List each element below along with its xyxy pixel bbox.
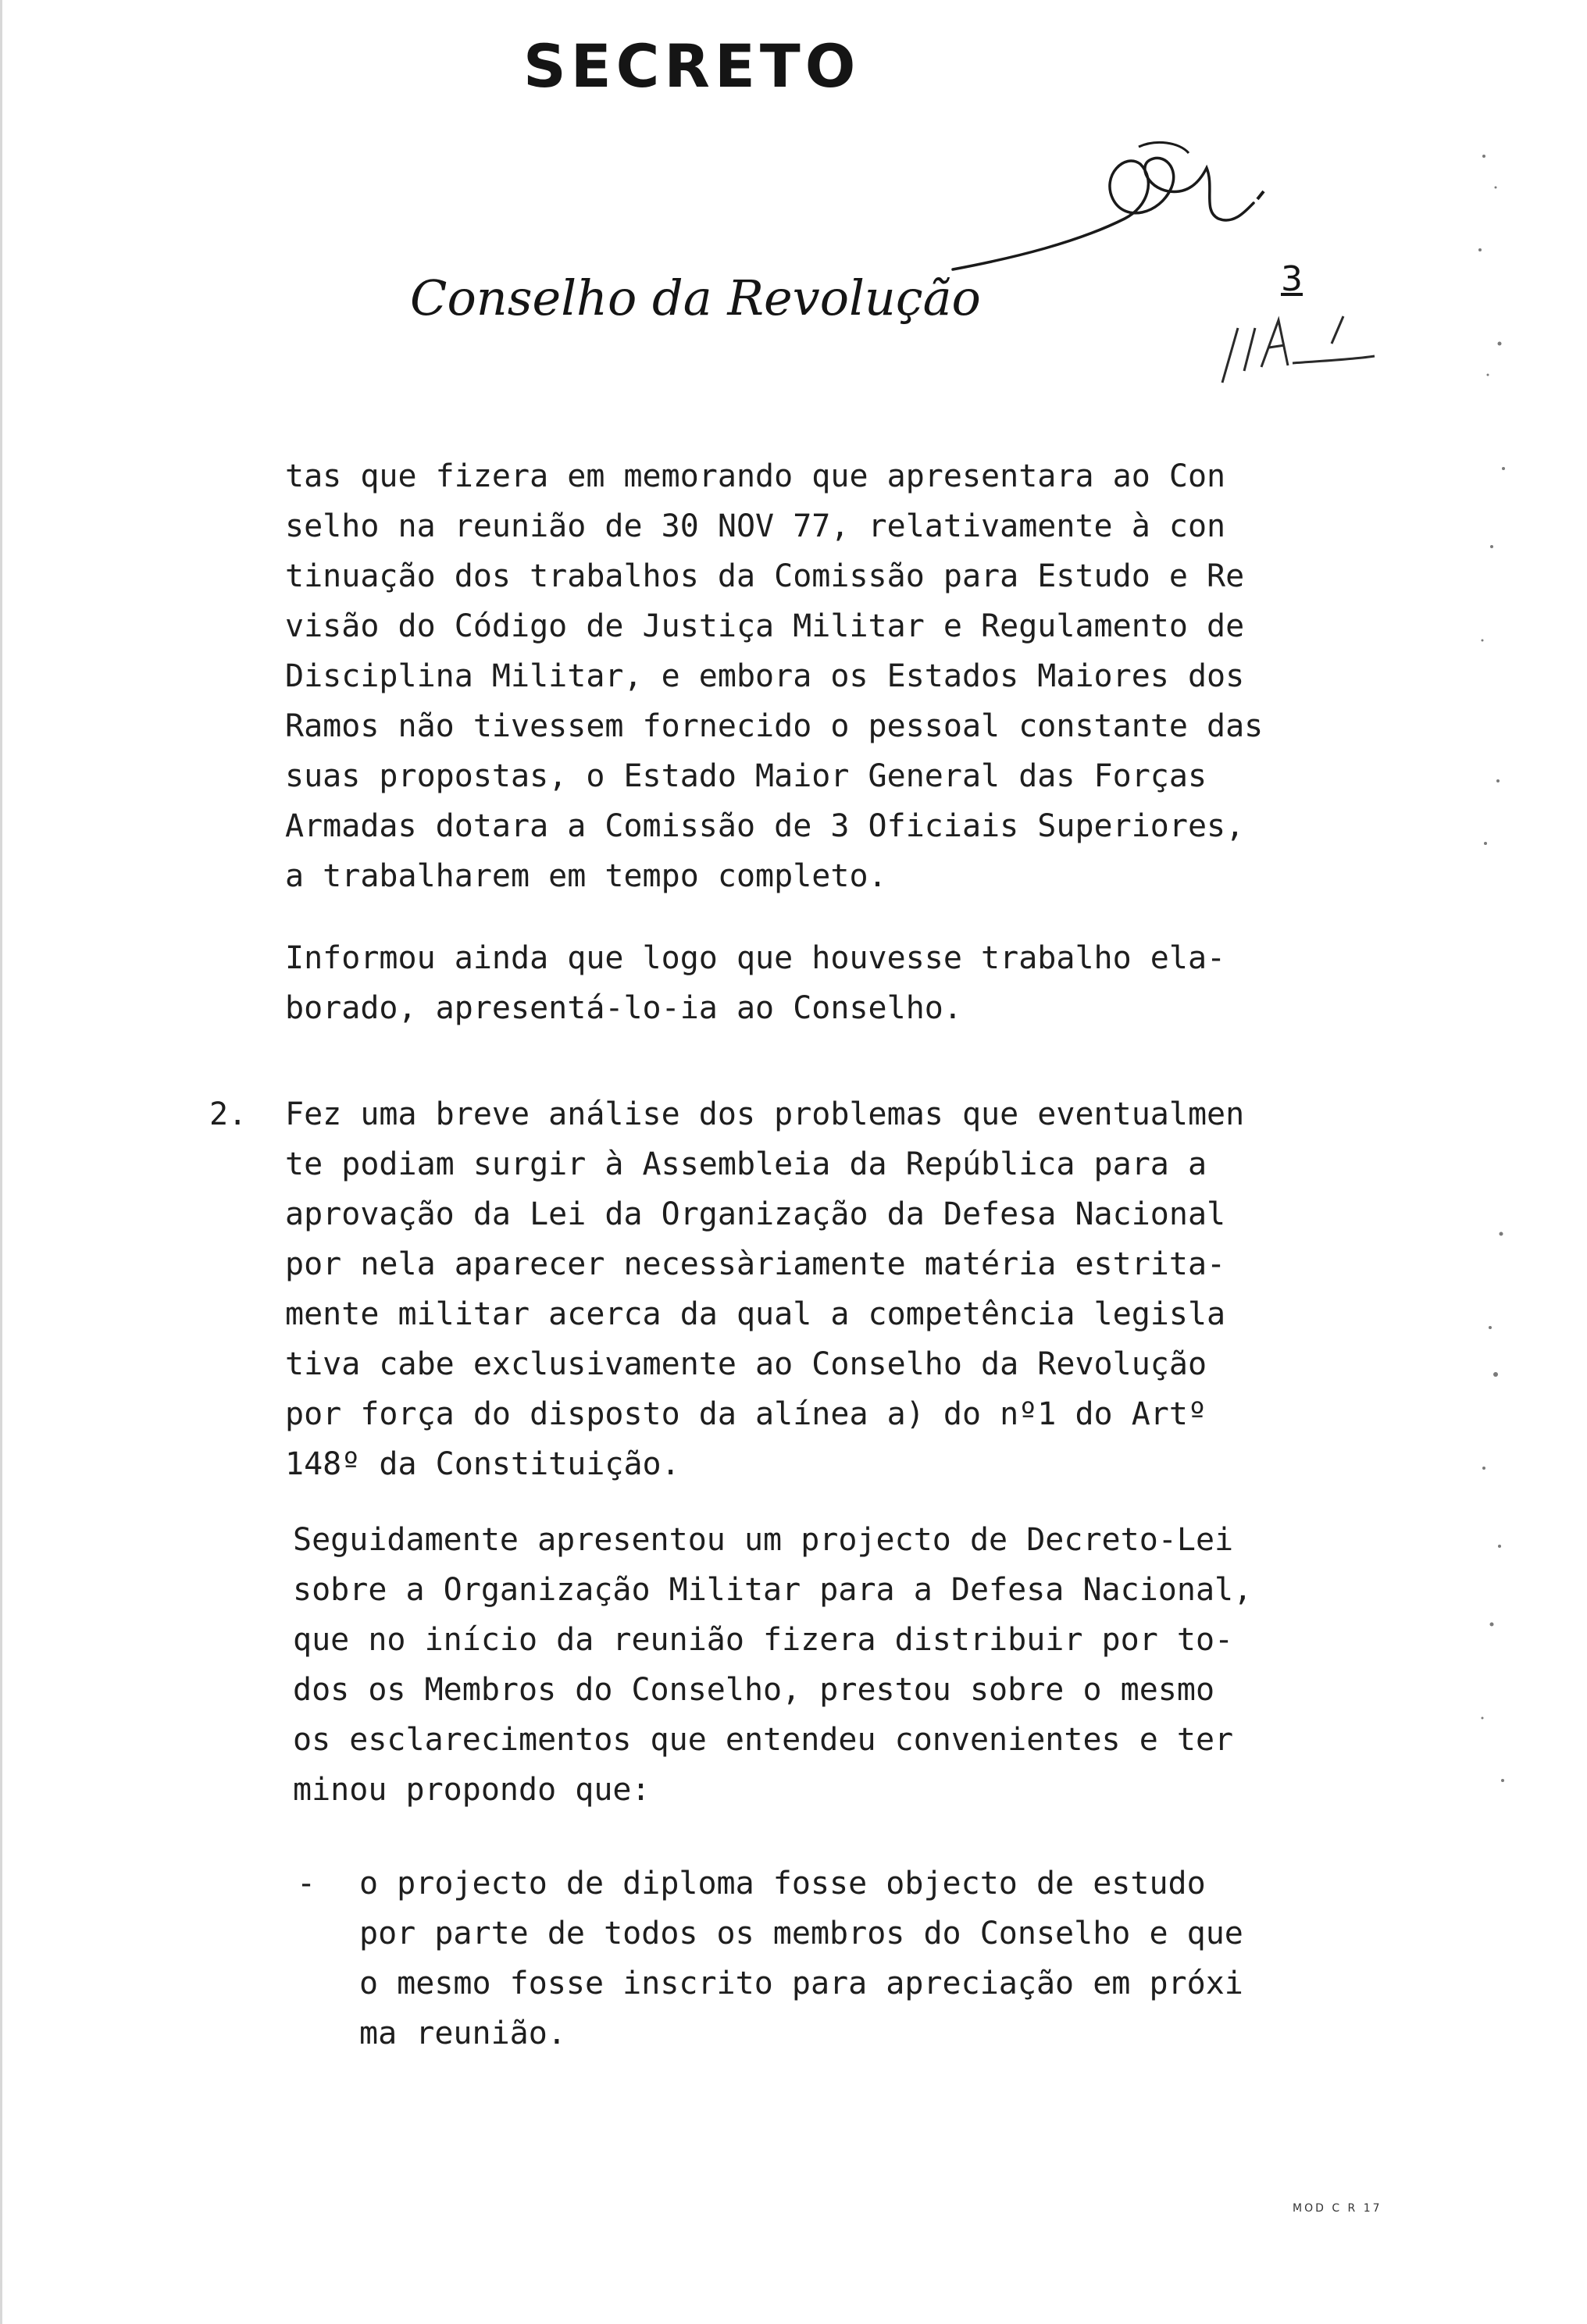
bullet-item [359, 1859, 1243, 2058]
text-line: que no início da reunião fizera distribuir por to- [293, 1622, 1234, 1658]
text-line: tinuação dos trabalhos da Comissão para Estudo e Re [285, 558, 1245, 594]
paragraph-item-2 [285, 1089, 1244, 1489]
paragraph-informou [285, 933, 1225, 1033]
text-line: Ramos não tivessem fornecido o pessoal constante das [285, 708, 1264, 744]
text-line: te podiam surgir à Assembleia da República para a [285, 1146, 1207, 1182]
text-line: dos os Membros do Conselho, prestou sobre o mesmo [293, 1672, 1215, 1708]
text-line: mente militar acerca da qual a competência legisla [285, 1296, 1226, 1332]
text-line: por nela aparecer necessàriamente matéria estrita- [285, 1246, 1226, 1282]
text-line: a trabalharem em tempo completo. [285, 858, 887, 894]
bullet-marker: - [297, 1866, 316, 1902]
text-line: selho na reunião de 30 NOV 77, relativamente à con [285, 508, 1226, 544]
item-number: 2. [209, 1096, 248, 1132]
form-code: MOD C R 17 [1293, 2202, 1382, 2215]
letterhead-title: Conselho da Revolução [410, 269, 981, 326]
paragraph-continuation [285, 451, 1263, 901]
text-line: Fez uma breve análise dos problemas que eventualmen [285, 1096, 1245, 1132]
text-line: o projecto de diploma fosse objecto de estudo [359, 1866, 1206, 1902]
text-line: ma reunião. [359, 2016, 566, 2051]
handwritten-signature [945, 133, 1273, 289]
text-line: aprovação da Lei da Organização da Defesa Nacional [285, 1196, 1226, 1232]
text-line: Disciplina Militar, e embora os Estados Maiores dos [285, 658, 1245, 694]
text-line: Informou ainda que logo que houvesse trabalho ela- [285, 940, 1226, 976]
text-line: 148º da Constituição. [285, 1446, 680, 1482]
text-line: Armadas dotara a Comissão de 3 Oficiais Superiores, [285, 808, 1245, 844]
text-line: borado, apresentá-lo-ia ao Conselho. [285, 990, 962, 1026]
text-line: por parte de todos os membros do Conselho e que [359, 1916, 1243, 1952]
text-line: sobre a Organização Militar para a Defesa Nacional, [293, 1572, 1253, 1608]
text-line: visão do Código de Justiça Militar e Regulamento de [285, 608, 1245, 644]
paragraph-seguidamente [293, 1515, 1252, 1815]
text-line: os esclarecimentos que entendeu convenientes e ter [293, 1722, 1234, 1758]
text-line: tas que fizera em memorando que apresentara ao Con [285, 458, 1226, 494]
text-line: suas propostas, o Estado Maior General das Forças [285, 758, 1207, 794]
text-line: Seguidamente apresentou um projecto de Decreto-Lei [293, 1522, 1234, 1558]
text-line: tiva cabe exclusivamente ao Conselho da Revolução [285, 1346, 1207, 1382]
text-line: o mesmo fosse inscrito para apreciação em próxi [359, 1966, 1243, 2001]
page-number: 3 [1281, 259, 1303, 299]
text-line: minou propondo que: [293, 1772, 651, 1808]
handwritten-initials [1207, 289, 1378, 398]
scan-artifacts [1468, 141, 1562, 1859]
scan-left-edge [0, 0, 2, 2324]
text-line: por força do disposto da alínea a) do nº1 do Artº [285, 1396, 1207, 1432]
classification-stamp: SECRETO [523, 31, 861, 101]
